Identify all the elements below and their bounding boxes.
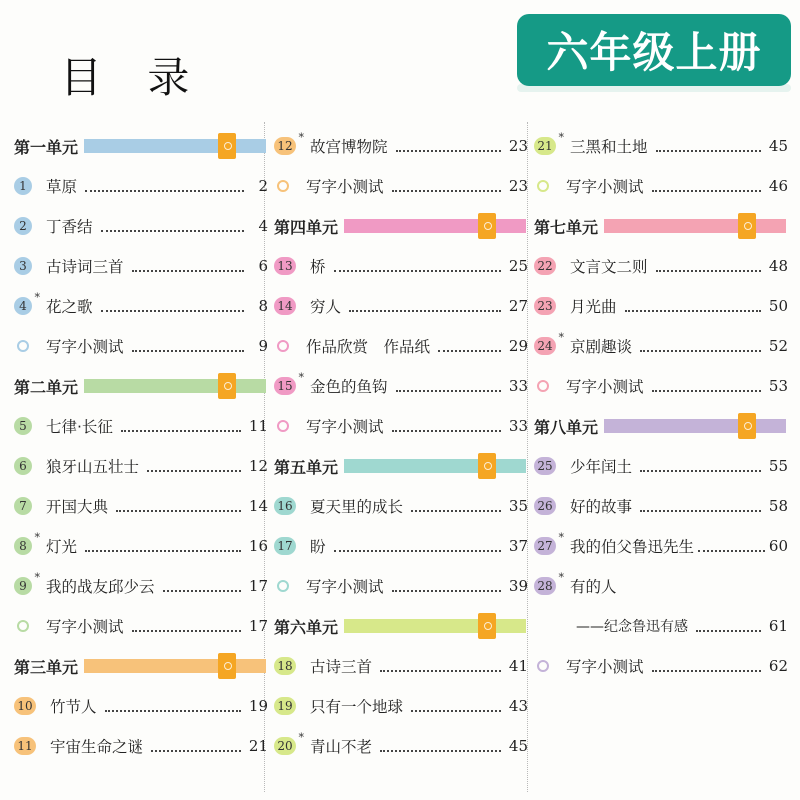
leader-dots [652, 390, 761, 392]
leader-dots [132, 630, 241, 632]
page-number: 17 [248, 617, 268, 635]
ring-icon [17, 620, 29, 632]
leader-dots [147, 470, 241, 472]
leader-dots [625, 310, 761, 312]
lesson-number: 1 [14, 177, 32, 195]
leader-dots [696, 630, 761, 632]
lesson-title: 七律·长征 [46, 418, 113, 436]
page-number: 33 [508, 377, 528, 395]
leader-dots [151, 750, 241, 752]
lesson-title: 宇宙生命之谜 [50, 738, 144, 756]
lesson-title: 丁香结 [46, 218, 93, 236]
leader-dots [116, 510, 241, 512]
toc-column-3 [534, 126, 788, 686]
lesson-title: 写字小测试 [306, 418, 384, 436]
toc-entry[interactable] [274, 326, 528, 366]
unit-square-icon [738, 213, 756, 239]
lesson-title: 写字小测试 [306, 178, 384, 196]
page-number: 8 [258, 297, 268, 315]
unit-title: 第二单元 [14, 377, 79, 397]
lesson-subtitle: ——纪念鲁迅有感 [576, 619, 688, 635]
toc-entry[interactable] [534, 166, 788, 206]
page-number: 58 [768, 497, 788, 515]
page-number: 23 [508, 137, 528, 155]
leader-dots [640, 350, 761, 352]
unit-title: 第五单元 [274, 457, 339, 477]
unit-square-icon [478, 213, 496, 239]
lesson-number: 25 [534, 457, 556, 475]
unit-title: 第六单元 [274, 617, 339, 637]
unit-bar [604, 419, 786, 433]
toc-entry[interactable] [14, 566, 268, 606]
lesson-number: 19 [274, 697, 296, 715]
lesson-title: 灯光 [46, 538, 78, 556]
leader-dots [396, 390, 501, 392]
leader-dots [105, 710, 241, 712]
lesson-number: 9 * [14, 577, 32, 595]
toc-entry[interactable] [534, 326, 788, 366]
lesson-title: 写字小测试 [46, 338, 124, 356]
leader-dots [652, 670, 761, 672]
leader-dots [652, 190, 761, 192]
ring-icon [277, 420, 289, 432]
lesson-number: 22 [534, 257, 556, 275]
toc-entry[interactable] [14, 486, 268, 526]
leader-dots [411, 510, 501, 512]
lesson-number: 26 [534, 497, 556, 515]
unit-bar [344, 619, 526, 633]
toc-entry[interactable] [274, 686, 528, 726]
optional-star: * [558, 131, 564, 144]
unit-square-icon [738, 413, 756, 439]
leader-dots [163, 590, 241, 592]
lesson-title: 开国大典 [46, 498, 109, 516]
page-number: 60 [768, 537, 788, 555]
page-number: 23 [508, 177, 528, 195]
page-title: 目 录 [60, 53, 206, 102]
toc-entry[interactable] [274, 246, 528, 286]
lesson-number: 15 * [274, 377, 296, 395]
lesson-number: 16 [274, 497, 296, 515]
page-number: 21 [248, 737, 268, 755]
toc-entry[interactable] [14, 206, 268, 246]
toc-entry[interactable] [274, 726, 528, 766]
ring-icon [537, 380, 549, 392]
page-number: 27 [508, 297, 528, 315]
page-number: 33 [508, 417, 528, 435]
leader-dots [85, 190, 244, 192]
lesson-number: 10 [14, 697, 36, 715]
ring-icon [17, 340, 29, 352]
unit-header[interactable] [274, 446, 528, 486]
toc-entry[interactable] [274, 566, 528, 606]
toc-entry[interactable] [14, 606, 268, 646]
page-number: 45 [768, 137, 788, 155]
toc-column-2 [274, 126, 528, 766]
page-number: 48 [768, 257, 788, 275]
toc-entry[interactable] [274, 366, 528, 406]
toc-entry[interactable] [534, 566, 788, 606]
page-number: 19 [248, 697, 268, 715]
lesson-title: 穷人 [310, 298, 342, 316]
toc-entry[interactable] [274, 486, 528, 526]
unit-header[interactable] [14, 366, 268, 406]
lesson-title: 桥 [310, 258, 326, 276]
page-number: 52 [768, 337, 788, 355]
page-number: 6 [258, 257, 268, 275]
leader-dots [334, 270, 501, 272]
leader-dots [380, 750, 501, 752]
lesson-title: 月光曲 [570, 298, 617, 316]
lesson-number: 24 * [534, 337, 556, 355]
leader-dots [392, 430, 501, 432]
page-number: 53 [768, 377, 788, 395]
page-number: 61 [768, 617, 788, 635]
leader-dots [656, 270, 761, 272]
unit-square-icon [218, 373, 236, 399]
lesson-number: 12 * [274, 137, 296, 155]
leader-dots [121, 430, 241, 432]
leader-dots [132, 350, 244, 352]
leader-dots [392, 590, 501, 592]
lesson-title: 好的故事 [570, 498, 633, 516]
page-number: 16 [248, 537, 268, 555]
leader-dots [438, 350, 501, 352]
page-number: 43 [508, 697, 528, 715]
grade-badge: 六年级上册 [517, 14, 791, 86]
lesson-number: 18 [274, 657, 296, 675]
toc-entry[interactable] [14, 166, 268, 206]
leader-dots [349, 310, 501, 312]
page-number: 4 [258, 217, 268, 235]
toc-entry[interactable] [14, 446, 268, 486]
unit-header[interactable] [534, 206, 788, 246]
unit-bar [84, 659, 266, 673]
page-number: 46 [768, 177, 788, 195]
unit-title: 第八单元 [534, 417, 599, 437]
unit-bar [344, 459, 526, 473]
unit-square-icon [478, 613, 496, 639]
unit-bar [604, 219, 786, 233]
leader-dots [85, 550, 241, 552]
lesson-number: 27 * [534, 537, 556, 555]
lesson-number: 20 * [274, 737, 296, 755]
lesson-number: 21 * [534, 137, 556, 155]
lesson-number: 3 [14, 257, 32, 275]
optional-star: * [298, 131, 304, 144]
unit-square-icon [218, 133, 236, 159]
page-number: 50 [768, 297, 788, 315]
unit-bar [84, 379, 266, 393]
toc-entry[interactable] [534, 646, 788, 686]
unit-title: 第三单元 [14, 657, 79, 677]
lesson-title: 狼牙山五壮士 [46, 458, 140, 476]
page-number: 55 [768, 457, 788, 475]
leader-dots [698, 550, 765, 552]
unit-bar [84, 139, 266, 153]
lesson-title: 三黑和土地 [570, 138, 648, 156]
toc-entry[interactable] [14, 246, 268, 286]
lesson-number: 23 [534, 297, 556, 315]
lesson-title: 夏天里的成长 [310, 498, 404, 516]
lesson-title: 写字小测试 [566, 178, 644, 196]
toc-entry[interactable] [274, 126, 528, 166]
unit-bar [344, 219, 526, 233]
toc-entry[interactable] [14, 526, 268, 566]
unit-header[interactable] [274, 206, 528, 246]
lesson-title: 我的战友邱少云 [46, 578, 155, 596]
unit-title: 第七单元 [534, 217, 599, 237]
optional-star: * [34, 571, 40, 584]
page-number: 39 [508, 577, 528, 595]
unit-title: 第四单元 [274, 217, 339, 237]
toc-entry[interactable] [534, 126, 788, 166]
optional-star: * [298, 371, 304, 384]
toc-entry[interactable] [274, 526, 528, 566]
toc-entry-subtitle[interactable] [534, 606, 788, 646]
leader-dots [132, 270, 244, 272]
toc-entry[interactable] [534, 246, 788, 286]
ring-icon [277, 180, 289, 192]
unit-title: 第一单元 [14, 137, 79, 157]
lesson-title: 金色的鱼钩 [310, 378, 388, 396]
lesson-number: 6 [14, 457, 32, 475]
page-number: 41 [508, 657, 528, 675]
toc-entry[interactable] [534, 526, 788, 566]
lesson-title: 只有一个地球 [310, 698, 404, 716]
page-number: 11 [248, 417, 268, 435]
lesson-number: 13 [274, 257, 296, 275]
optional-star: * [558, 331, 564, 344]
toc-column-1 [14, 126, 268, 766]
page-number: 29 [508, 337, 528, 355]
page-number: 37 [508, 537, 528, 555]
lesson-title: 我的伯父鲁迅先生 [570, 538, 695, 556]
leader-dots [380, 670, 501, 672]
toc-entry[interactable] [274, 646, 528, 686]
optional-star: * [558, 571, 564, 584]
ring-icon [537, 180, 549, 192]
leader-dots [392, 190, 501, 192]
toc-entry[interactable] [274, 166, 528, 206]
page-number: 25 [508, 257, 528, 275]
lesson-number: 8 * [14, 537, 32, 555]
ring-icon [277, 340, 289, 352]
page-number: 14 [248, 497, 268, 515]
lesson-title: 京剧趣谈 [570, 338, 633, 356]
toc-entry[interactable] [14, 406, 268, 446]
toc-entry[interactable] [14, 686, 268, 726]
page-number: 17 [248, 577, 268, 595]
toc-entry[interactable] [14, 726, 268, 766]
optional-star: * [34, 291, 40, 304]
toc-entry[interactable] [534, 446, 788, 486]
lesson-number: 14 [274, 297, 296, 315]
lesson-title: 青山不老 [310, 738, 373, 756]
lesson-title: 故宫博物院 [310, 138, 388, 156]
lesson-title: 文言文二则 [570, 258, 648, 276]
lesson-number: 7 [14, 497, 32, 515]
lesson-title: 写字小测试 [46, 618, 124, 636]
lesson-number: 4 * [14, 297, 32, 315]
lesson-title: 古诗词三首 [46, 258, 124, 276]
leader-dots [640, 510, 761, 512]
lesson-title: 写字小测试 [306, 578, 384, 596]
lesson-number: 28 * [534, 577, 556, 595]
lesson-number: 11 [14, 737, 36, 755]
page-number: 2 [258, 177, 268, 195]
toc-entry[interactable] [534, 486, 788, 526]
toc-entry[interactable] [534, 366, 788, 406]
toc-entry[interactable] [14, 286, 268, 326]
page-number: 45 [508, 737, 528, 755]
unit-header[interactable] [534, 406, 788, 446]
lesson-title: 竹节人 [50, 698, 97, 716]
lesson-title: 有的人 [570, 578, 617, 596]
page-number: 35 [508, 497, 528, 515]
toc-entry[interactable] [14, 326, 268, 366]
unit-header[interactable] [14, 646, 268, 686]
toc-entry[interactable] [534, 286, 788, 326]
leader-dots [101, 230, 244, 232]
lesson-title: 写字小测试 [566, 658, 644, 676]
lesson-title: 作品欣赏 作品纸 [306, 338, 431, 356]
ring-icon [277, 580, 289, 592]
lesson-number: 2 [14, 217, 32, 235]
leader-dots [396, 150, 501, 152]
leader-dots [101, 310, 244, 312]
toc-entry[interactable] [274, 406, 528, 446]
lesson-number: 5 [14, 417, 32, 435]
optional-star: * [34, 531, 40, 544]
leader-dots [656, 150, 761, 152]
unit-header[interactable] [274, 606, 528, 646]
lesson-title: 花之歌 [46, 298, 93, 316]
lesson-title: 写字小测试 [566, 378, 644, 396]
lesson-title: 少年闰土 [570, 458, 633, 476]
toc-entry[interactable] [274, 286, 528, 326]
leader-dots [640, 470, 761, 472]
unit-square-icon [218, 653, 236, 679]
unit-square-icon [478, 453, 496, 479]
optional-star: * [558, 531, 564, 544]
lesson-number: 17 [274, 537, 296, 555]
page-number: 62 [768, 657, 788, 675]
lesson-title: 盼 [310, 538, 326, 556]
leader-dots [411, 710, 501, 712]
unit-header[interactable] [14, 126, 268, 166]
page-number: 12 [248, 457, 268, 475]
leader-dots [334, 550, 501, 552]
lesson-title: 古诗三首 [310, 658, 373, 676]
ring-icon [537, 660, 549, 672]
optional-star: * [298, 731, 304, 744]
lesson-title: 草原 [46, 178, 78, 196]
page-number: 9 [258, 337, 268, 355]
